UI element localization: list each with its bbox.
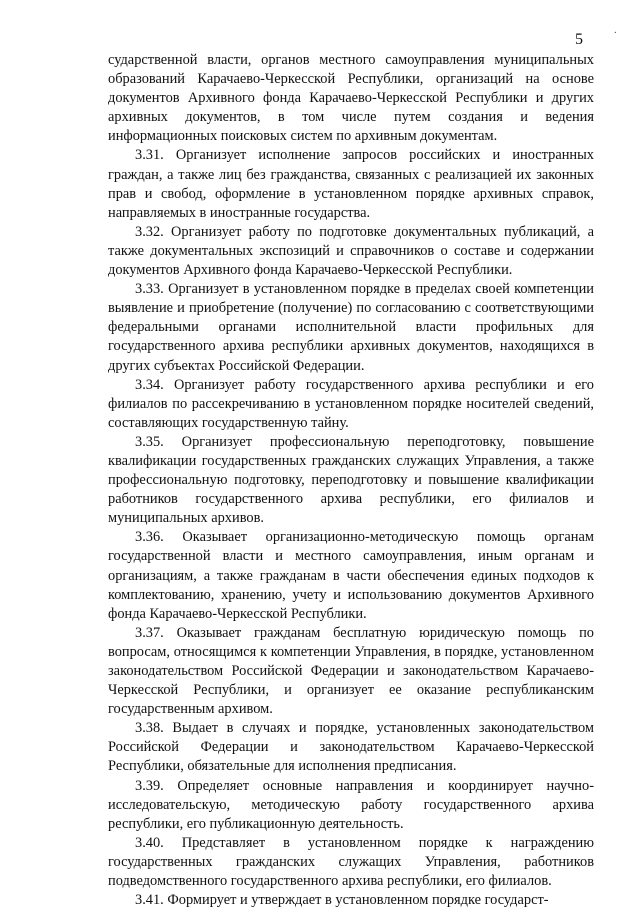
- paragraph-3-38: 3.38. Выдает в случаях и порядке, установленных законодательством Российской Федерации и законодательством Карачаево-Черкесской Республики, обязательные для исполнения предписания.: [108, 720, 594, 775]
- paragraph-3-32: 3.32. Организует работу по подготовке документальных публикаций, а также документальных экспозиций и справочников о составе и содержании документов Архивного фонда Карачаево-Черкесской Республики.: [108, 223, 594, 279]
- paragraph-3-34: 3.34. Организует работу государственного архива республики и его филиалов по рассекречиванию в установленном порядке носителей сведений, составляющих государственную тайну.: [108, 376, 594, 431]
- paragraph-3-37: 3.37. Оказывает гражданам бесплатную юридическую помощь по вопросам, относящимся к компетенции Управления, в порядке, установленном законодательством Российской Федерации и законодательством Карачаево-Черкесской Республики, и организует ее оказание республиканским государственным архивом.: [108, 624, 594, 718]
- paragraph-3-35: 3.35. Организует профессиональную переподготовку, повышение квалификации государственных гражданских служащих Управления, а также профессиональную подготовку, переподготовку и повышение квалификации работников государственного архива республики, его филиалов и муниципальных архивов.: [108, 433, 594, 527]
- paragraph-3-36: 3.36. Оказывает организационно-методическую помощь органам государственной власти и местного самоуправления, иным органам и организациям, а также гражданам в части обеспечения единых подходов к комплектованию, хранению, учету и использованию документов Архивного фонда Карачаево-Черкесской Республики.: [108, 529, 594, 622]
- paragraph-3-33: 3.33. Организует в установленном порядке в пределах своей компетенции выявление и приобретение (получение) по согласованию с соответствующими федеральными органами исполнительной власти профильных для государственного архива республики архивных документов, находящихся в других субъектах Российской Федерации.: [108, 281, 594, 374]
- page-number: 5: [575, 31, 583, 48]
- paragraph-continuation: сударственной власти, органов местного самоуправления муниципальных образований Карачаево-Черкесской Республики, организаций на основе документов Архивного фонда Карачаево-Черкесской Республики и других архивных документов, в том числе путем создания и ведения информационных поисковых систем по архивным документам.: [108, 52, 594, 145]
- paragraph-3-41: 3.41. Формирует и утверждает в установленном порядке государст-: [135, 892, 549, 909]
- paragraph-3-40: 3.40. Представляет в установленном порядке к награждению государственных гражданских служащих Управления, работников подведомственного государственного архива республики, его филиалов.: [108, 834, 594, 890]
- paragraph-3-31: 3.31. Организует исполнение запросов российских и иностранных граждан, а также лиц без гражданства, связанных с реализацией их законных прав и свобод, оформление в установленном порядке архивных справок, направляемых в иностранные государства.: [108, 147, 594, 221]
- corner-mark: .: [614, 24, 617, 36]
- body-text: [108, 51, 594, 910]
- paragraph-3-39: 3.39. Определяет основные направления и координирует научно-исследовательскую, методическую работу государственного архива республики, его публикационную деятельность.: [108, 777, 594, 832]
